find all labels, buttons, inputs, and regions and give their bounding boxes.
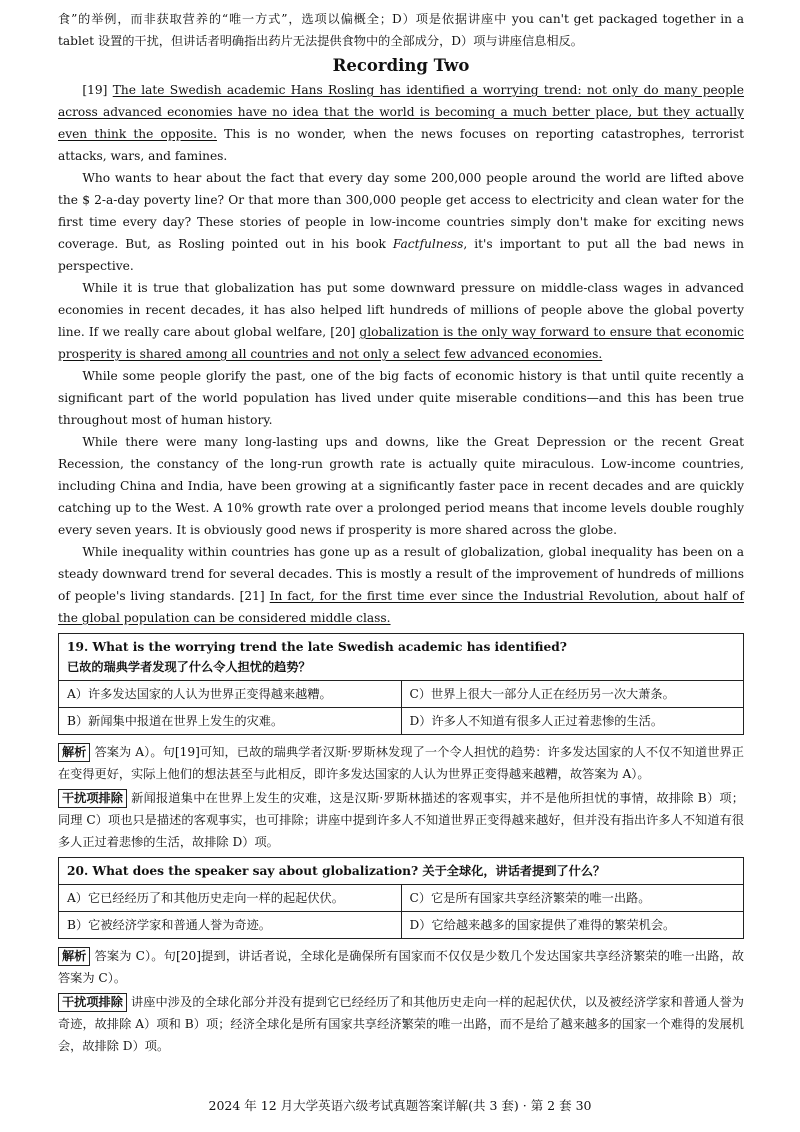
sentence-marker-21: [21] <box>239 589 265 603</box>
distractor-19 <box>58 787 744 853</box>
analysis-19-text: 答案为 A）。句[19]可知，已故的瑞典学者汉斯·罗斯林发现了一个令人担忧的趋势：许多发达国家的人不仅不知道世界正在变得更好，实际上他们的想法甚至与此相反，即许多发达国家的人认为世界正变得越来越糟，故答案为 A）。 <box>58 745 744 781</box>
q20-option-b: B）它被经济学家和普通人誉为奇迹。 <box>59 912 402 939</box>
book-title: Factfulness <box>392 237 464 251</box>
analysis-20 <box>58 945 744 989</box>
question-19-table <box>58 633 744 735</box>
question-20-table <box>58 857 744 939</box>
distractor-tag: 干扰项排除 <box>58 993 127 1012</box>
paragraph-2-before: Who wants to hear about the fact that every day some 200,000 people around the world are lifted above the $ 2-a-day poverty line? Or that more than 300,000 people get access to electricity and clean water for the first time every day? These stories of people in low-income countries simply don't make for exciting news coverage. But, as Rosling pointed out in his book <box>58 171 744 251</box>
q20-option-d: D）它给越来越多的国家提供了难得的繁荣机会。 <box>401 912 744 939</box>
paragraph-6-before: While inequality within countries has gone up as a result of globalization, global inequality has been on a steady downward trend for several decades. This is mostly a result of the improvement of hundreds of millions of people's living standards. <box>58 545 744 603</box>
key-sentence-19: The late Swedish academic Hans Rosling has identified a worrying trend: not only do many people across advanced economies have no idea that the world is becoming a much better place, but they actually even think the opposite. <box>58 83 745 141</box>
q19-option-d: D）许多人不知道有很多人正过着悲惨的生活。 <box>401 708 744 735</box>
distractor-19-text: 新闻报道集中在世界上发生的灾难，这是汉斯·罗斯林描述的客观事实，并不是他所担忧的事情，故排除 B）项；同理 C）项也只是描述的客观事实，也可排除；讲座中提到许多人不知道世界正变得越来越好，但并没有指出许多人不知道有很多人正过着悲惨的生活，故排除 D）项。 <box>58 791 744 849</box>
analysis-20-text: 答案为 C）。句[20]提到，讲话者说，全球化是确保所有国家而不仅仅是少数几个发达国家共享经济繁荣的唯一出路，故答案为 C）。 <box>58 949 744 985</box>
page-footer: 2024 年 12 月大学英语六级考试真题答案详解(共 3 套) · 第 2 套 30 <box>208 1098 592 1113</box>
q19-option-c: C）世界上很大一部分人正在经历另一次大萧条。 <box>401 681 744 708</box>
passage-paragraph-1 <box>58 79 744 167</box>
paragraph-1-rest: This is no wonder, when the news focuses on reporting catastrophes, terrorist attacks, wars, and famines. <box>58 127 744 163</box>
passage-paragraph-2 <box>58 167 744 277</box>
q19-option-b: B）新闻集中报道在世界上发生的灾难。 <box>59 708 402 735</box>
sentence-marker-19: [19] <box>82 83 108 97</box>
distractor-20-text: 讲座中涉及的全球化部分并没有提到它已经经历了和其他历史走向一样的起起伏伏，以及被经济学家和普通人誉为奇迹，故排除 A）项和 B）项；经济全球化是所有国家共享经济繁荣的唯一出路，而不是给了越来越多的国家一个难得的发展机会，故排除 D）项。 <box>58 995 744 1053</box>
analysis-tag: 解析 <box>58 743 90 762</box>
analysis-tag: 解析 <box>58 947 90 966</box>
continued-line-1: 食”的举例，而非获取营养的“唯一方式”，选项以偏概全；D）项是依据讲座中 you can't get packaged together in a <box>58 12 744 26</box>
distractor-tag: 干扰项排除 <box>58 789 127 808</box>
passage-paragraph-4: While some people glorify the past, one of the big facts of economic history is that until quite recently a significant part of the world population has lived under quite miserable conditions—and this has been true throughout most of human history. <box>58 369 744 427</box>
question-19-stem <box>59 634 744 681</box>
distractor-20 <box>58 991 744 1057</box>
question-19-english: 19. What is the worrying trend the late Swedish academic has identified? <box>67 640 567 654</box>
continued-analysis <box>58 8 744 52</box>
sentence-marker-20: [20] <box>330 325 356 339</box>
q20-option-a: A）它已经经历了和其他历史走向一样的起起伏伏。 <box>59 885 402 912</box>
question-20-stem: 20. What does the speaker say about globalization? 关于全球化，讲话者提到了什么？ <box>59 858 744 885</box>
key-sentence-20: globalization is the only way forward to ensure that economic prosperity is shared among all countries and not only a select few advanced economies. <box>58 325 745 361</box>
question-19-chinese: 已故的瑞典学者发现了什么令人担忧的趋势？ <box>67 660 311 674</box>
passage-paragraph-5: While there were many long-lasting ups and downs, like the Great Depression or the recent Great Recession, the constancy of the long-run growth rate is actually quite miraculous. Low-income countries, including China and India, have been growing at a significantly faster pace in recent decades and are quickly catching up to the West. A 10% growth rate over a prolonged period means that income levels double roughly every seven years. It is obviously good news if prosperity is more shared across the globe. <box>58 435 744 537</box>
passage-paragraph-6 <box>58 541 744 629</box>
continued-line-2: tablet 设置的干扰，但讲话者明确指出药片无法提供食物中的全部成分，D）项与讲座信息相反。 <box>58 34 583 48</box>
passage-paragraph-3 <box>58 277 744 365</box>
analysis-19 <box>58 741 744 785</box>
key-sentence-21: In fact, for the first time ever since the Industrial Revolution, about half of the global population can be considered middle class. <box>58 589 745 625</box>
paragraph-3-before: While it is true that globalization has put some downward pressure on middle-class wages in advanced economies in recent decades, it has also helped lift hundreds of millions of people above the global poverty line. If we really care about global welfare, <box>58 281 744 339</box>
q20-option-c: C）它是所有国家共享经济繁荣的唯一出路。 <box>401 885 744 912</box>
section-title: Recording Two <box>332 56 470 75</box>
paragraph-2-after: , it's important to put all the bad news in perspective. <box>58 237 744 273</box>
q19-option-a: A）许多发达国家的人认为世界正变得越来越糟。 <box>59 681 402 708</box>
